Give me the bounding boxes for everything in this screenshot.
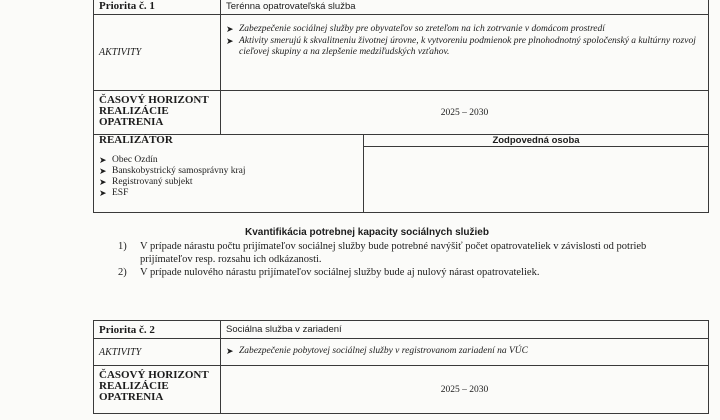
realizator-item: [99, 155, 358, 166]
kvantifikacia-item-number: 1): [118, 241, 127, 252]
kvantifikacia-title: Kvantifikácia potrebnej kapacity sociálnych služieb: [245, 227, 489, 238]
aktivity-1-item-text: Aktivity smerujú k skvalitneniu životnej úrovne, k vytvoreniu podmienok pre plnohodnotný spoločenský a kultúrny rozvoj cieľovej skupiny a na zlepšenie medziľudských vzťahov.: [239, 35, 696, 57]
aktivity-2-label: AKTIVITY: [94, 339, 221, 366]
priority-2-table: [93, 320, 709, 414]
priority-1-label: Priorita č. 1: [94, 0, 221, 15]
arrow-bullet-icon: ➤: [226, 35, 234, 46]
realizator-item: [99, 166, 358, 177]
aktivity-1-item: [226, 36, 703, 59]
arrow-bullet-icon: ➤: [99, 176, 107, 187]
realizator-list: [94, 147, 364, 213]
horizont-2-value: 2025 – 2030: [221, 366, 709, 414]
kvantifikacia-item-text: V prípade nárastu počtu prijímateľov sociálnej služby bude potrebné navýšiť počet opatrovateliek v závislosti od potrieb prijímateľov resp. rozsahu ich odkázanosti.: [140, 241, 647, 265]
horizont-2-label: [94, 366, 221, 414]
realizator-item: [99, 188, 358, 199]
horizont-1-line: ČASOVÝ HORIZONT: [99, 94, 209, 106]
zodpovedna-osoba-label: Zodpovedná osoba: [364, 135, 709, 147]
aktivity-2-item-text: Zabezpečenie pobytovej sociálnej služby v registrovanom zariadení na VÚC: [239, 346, 528, 357]
zodpovedna-osoba-value: [364, 147, 709, 213]
kvantifikacia-item-number: 2): [118, 267, 127, 278]
arrow-bullet-icon: ➤: [99, 165, 107, 176]
aktivity-2-item: [226, 346, 703, 358]
horizont-2-line: OPATRENIA: [99, 391, 164, 403]
horizont-2-line: ČASOVÝ HORIZONT: [99, 369, 209, 381]
aktivity-1-cell: [221, 15, 709, 91]
horizont-1-line: OPATRENIA: [99, 116, 164, 128]
priority-2-label: Priorita č. 2: [94, 321, 221, 339]
arrow-bullet-icon: ➤: [226, 346, 234, 357]
kvantifikacia-item: [118, 240, 678, 266]
realizator-item: [99, 177, 358, 188]
realizator-item-text: Obec Ozdín: [112, 154, 158, 165]
realizator-item-text: ESF: [112, 187, 129, 198]
horizont-1-line: REALIZÁCIE: [99, 105, 169, 117]
arrow-bullet-icon: ➤: [99, 154, 107, 165]
realizator-item-text: Banskobystrický samosprávny kraj: [112, 165, 246, 176]
kvantifikacia-item: [118, 266, 678, 279]
aktivity-1-item: [226, 24, 703, 36]
aktivity-2-cell: [221, 339, 709, 366]
priority-2-value: Sociálna služba v zariadení: [221, 321, 709, 339]
kvantifikacia-list: [118, 240, 678, 279]
horizont-2-line: REALIZÁCIE: [99, 380, 169, 392]
arrow-bullet-icon: ➤: [226, 24, 234, 34]
kvantifikacia-item-text: V prípade nulového nárastu prijímateľov sociálnej služby bude aj nulový nárast opatrovateliek.: [140, 267, 540, 278]
realizator-item-text: Registrovaný subjekt: [112, 176, 193, 187]
priority-1-value: Terénna opatrovateľská služba: [221, 0, 709, 15]
aktivity-1-item-text: Zabezpečenie sociálnej služby pre obyvateľov so zreteľom na ich zotrvanie v domácom prostredí: [239, 24, 605, 34]
priority-1-table: [93, 0, 709, 213]
arrow-bullet-icon: ➤: [99, 187, 107, 198]
realizator-label: REALIZÁTOR: [94, 135, 364, 147]
horizont-1-value: 2025 – 2030: [221, 91, 709, 135]
horizont-1-label: [94, 91, 221, 135]
aktivity-1-label: AKTIVITY: [94, 15, 221, 91]
